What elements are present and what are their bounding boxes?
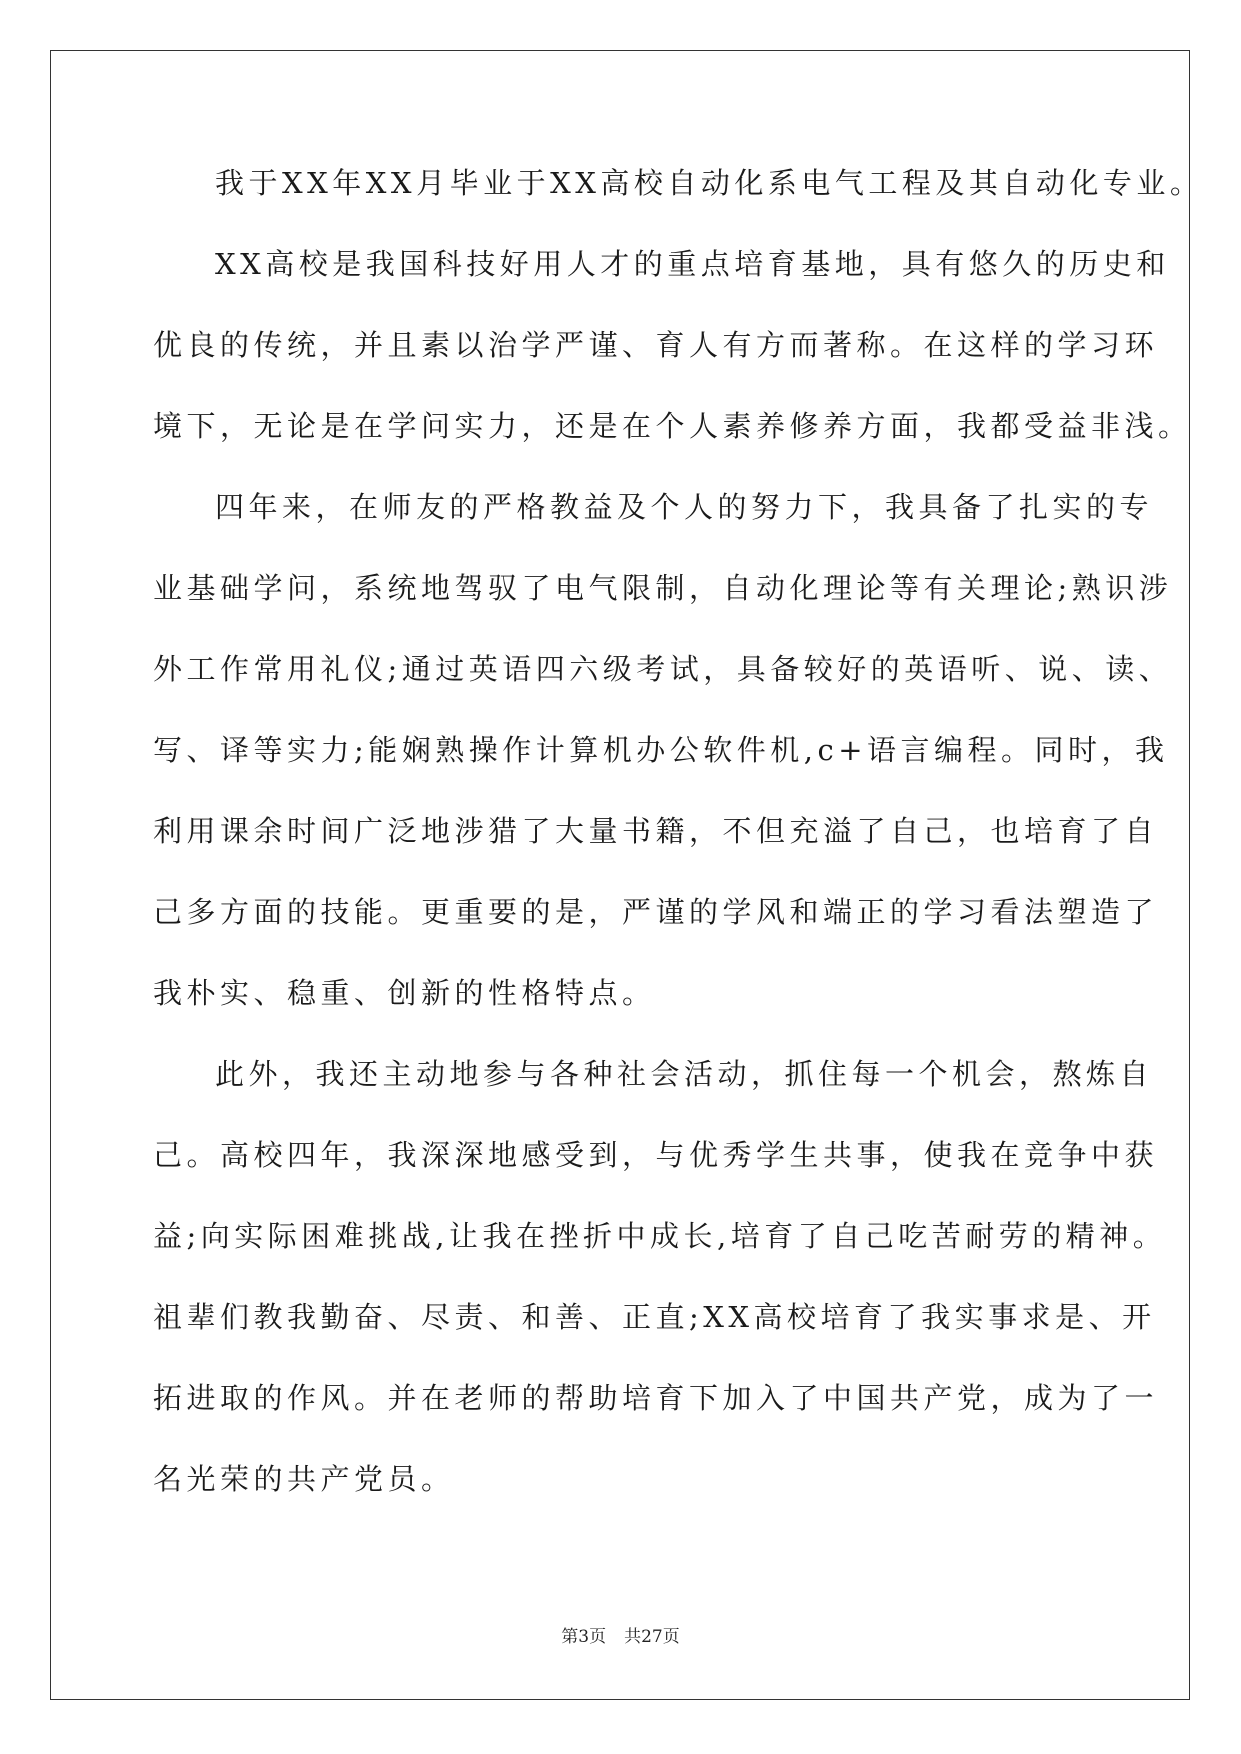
page-footer [0,1626,1241,1648]
paragraph-line: 拓进取的作风。并在老师的帮助培育下加入了中国共产党，成为了一 [153,1381,1159,1415]
paragraph-line: 此外，我还主动地参与各种社会活动，抓住每一个机会，熬炼自 [215,1057,1154,1091]
paragraph-line: 名光荣的共产党员。 [153,1462,455,1496]
page-total: 共27页 [624,1627,680,1647]
paragraph-line: 我朴实、稳重、创新的性格特点。 [153,976,656,1010]
paragraph-line: 业基础学问，系统地驾驭了电气限制，自动化理论等有关理论;熟识涉 [153,571,1173,605]
page-number: 第3页 [561,1627,607,1647]
paragraph-line: 写、译等实力;能娴熟操作计算机办公软件机,c+语言编程。同时，我 [153,733,1169,767]
paragraph-line: 益;向实际困难挑战,让我在挫折中成长,培育了自己吃苦耐劳的精神。 [153,1219,1167,1253]
paragraph-line: 四年来，在师友的严格教益及个人的努力下，我具备了扎实的专 [215,490,1154,524]
paragraph-line: 外工作常用礼仪;通过英语四六级考试，具备较好的英语听、说、读、 [153,652,1173,686]
document-body [153,163,1204,1540]
paragraph-line: 我于XX年XX月毕业于XX高校自动化系电气工程及其自动化专业。 [215,166,1204,200]
paragraph-line: 己。高校四年，我深深地感受到，与优秀学生共事，使我在竞争中获 [153,1138,1159,1172]
paragraph-line: 祖辈们教我勤奋、尽责、和善、正直;XX高校培育了我实事求是、开 [153,1300,1156,1334]
paragraph-line: XX高校是我国科技好用人才的重点培育基地，具有悠久的历史和 [215,247,1170,281]
paragraph-line: 己多方面的技能。更重要的是，严谨的学风和端正的学习看法塑造了 [153,895,1159,929]
paragraph-line: 利用课余时间广泛地涉猎了大量书籍，不但充溢了自己，也培育了自 [153,814,1159,848]
paragraph-line: 境下，无论是在学问实力，还是在个人素养修养方面，我都受益非浅。 [153,409,1192,443]
paragraph-line: 优良的传统，并且素以治学严谨、育人有方而著称。在这样的学习环 [153,328,1159,362]
